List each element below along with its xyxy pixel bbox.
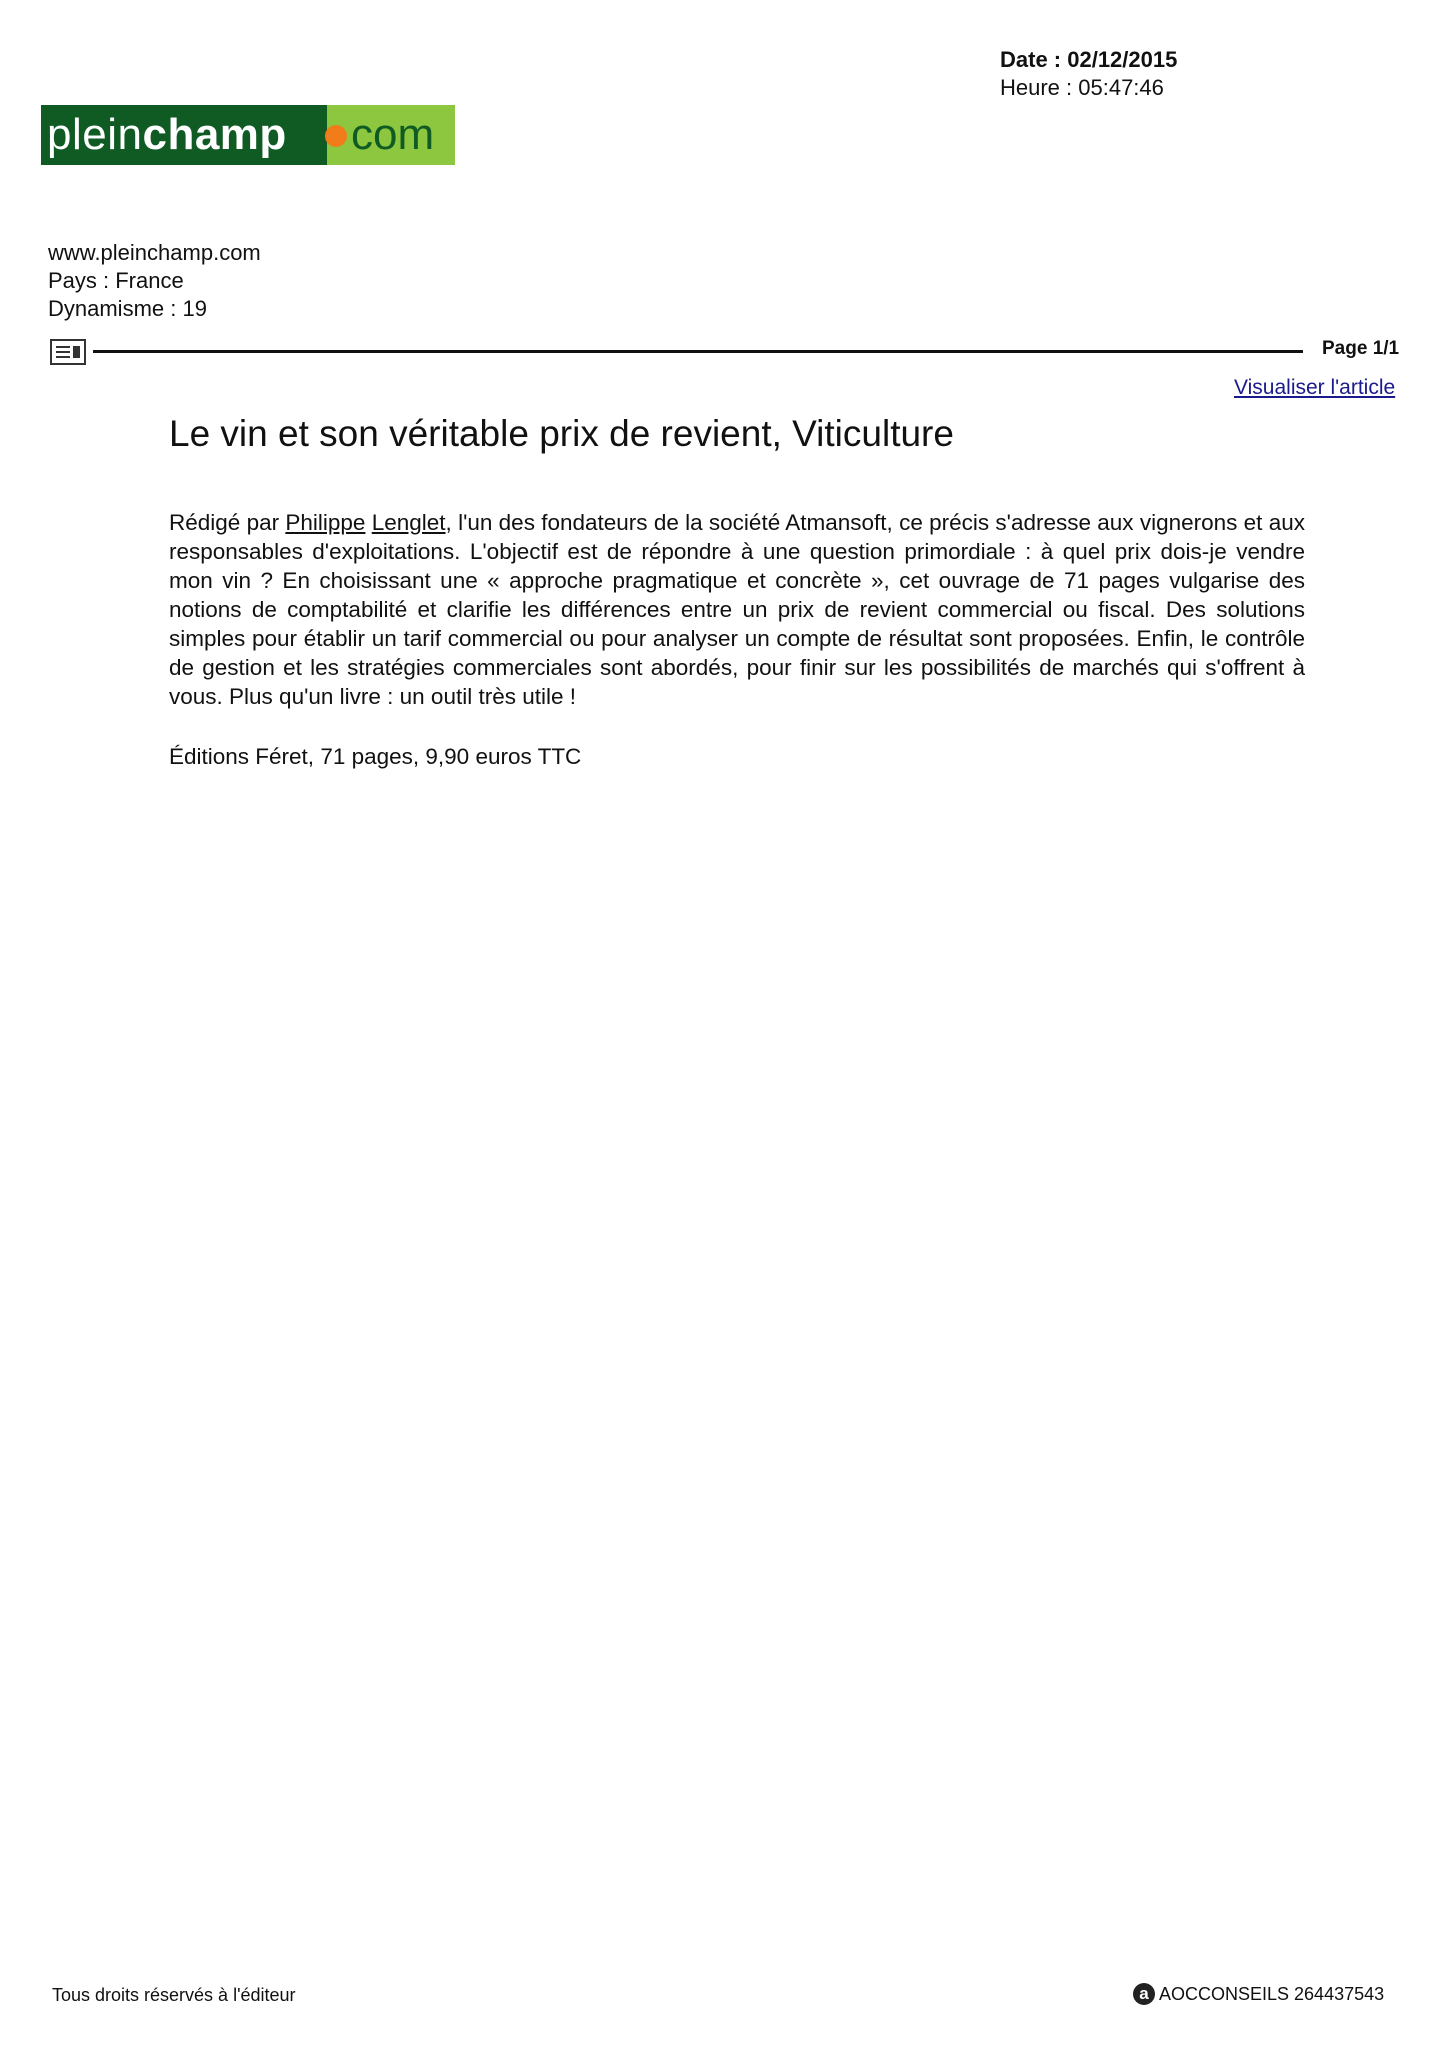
- author-first-link[interactable]: Philippe: [285, 510, 366, 535]
- view-article-link[interactable]: Visualiser l'article: [1234, 376, 1396, 399]
- logo-word-champ: champ: [142, 110, 287, 159]
- page-label: Page 1/1: [1322, 338, 1400, 359]
- footer-rights: Tous droits réservés à l'éditeur: [52, 1985, 296, 2005]
- body-rest: , l'un des fondateurs de la société Atmansoft, ce précis s'adresse aux vignerons et aux responsables d'exploitations. L'objectif est de répondre à une question primordiale : à quel prix dois-je vendre mon vin ? En choisissant une « approche pragmatique et concrète », cet ouvrage de 71 pages vulgarise des notions de comptabilité et clarifie les différences entre un prix de revient commercial ou fiscal. Des solutions simples pour établir un tarif commercial ou pour analyser un compte de résultat sont proposées. Enfin, le contrôle de gestion et les stratégies commerciales sont abordés, pour finir sur les possibilités de marchés qui s'offrent à vous. Plus qu'un livre : un outil très utile !: [169, 510, 1305, 709]
- body-intro: Rédigé par: [169, 510, 286, 535]
- header-rule: [93, 350, 1303, 353]
- document-icon: [50, 339, 86, 365]
- author-last-link[interactable]: Lenglet: [371, 510, 446, 535]
- agency-logo-icon: a: [1133, 1983, 1155, 2005]
- time-text: Heure : 05:47:46: [1000, 75, 1164, 100]
- article-body: [169, 508, 1305, 711]
- date-block: [1000, 46, 1177, 102]
- date-text: Date : 02/12/2015: [1000, 47, 1178, 72]
- source-meta: [48, 239, 261, 323]
- edition-info: Éditions Féret, 71 pages, 9,90 euros TTC: [169, 744, 582, 769]
- footer-ref: [1133, 1983, 1384, 2005]
- logo-word-com: com: [327, 105, 455, 165]
- source-site: www.pleinchamp.com: [48, 240, 261, 265]
- pleinchamp-logo: [41, 105, 455, 165]
- footer-ref-text: AOCCONSEILS 264437543: [1159, 1983, 1385, 2004]
- logo-dot-icon: [325, 125, 347, 147]
- article-title: Le vin et son véritable prix de revient, Viticulture: [169, 413, 954, 454]
- logo-left: [41, 105, 327, 165]
- logo-word-plein: plein: [47, 110, 143, 159]
- source-country: Pays : France: [48, 268, 184, 293]
- source-dynamism: Dynamisme : 19: [48, 296, 207, 321]
